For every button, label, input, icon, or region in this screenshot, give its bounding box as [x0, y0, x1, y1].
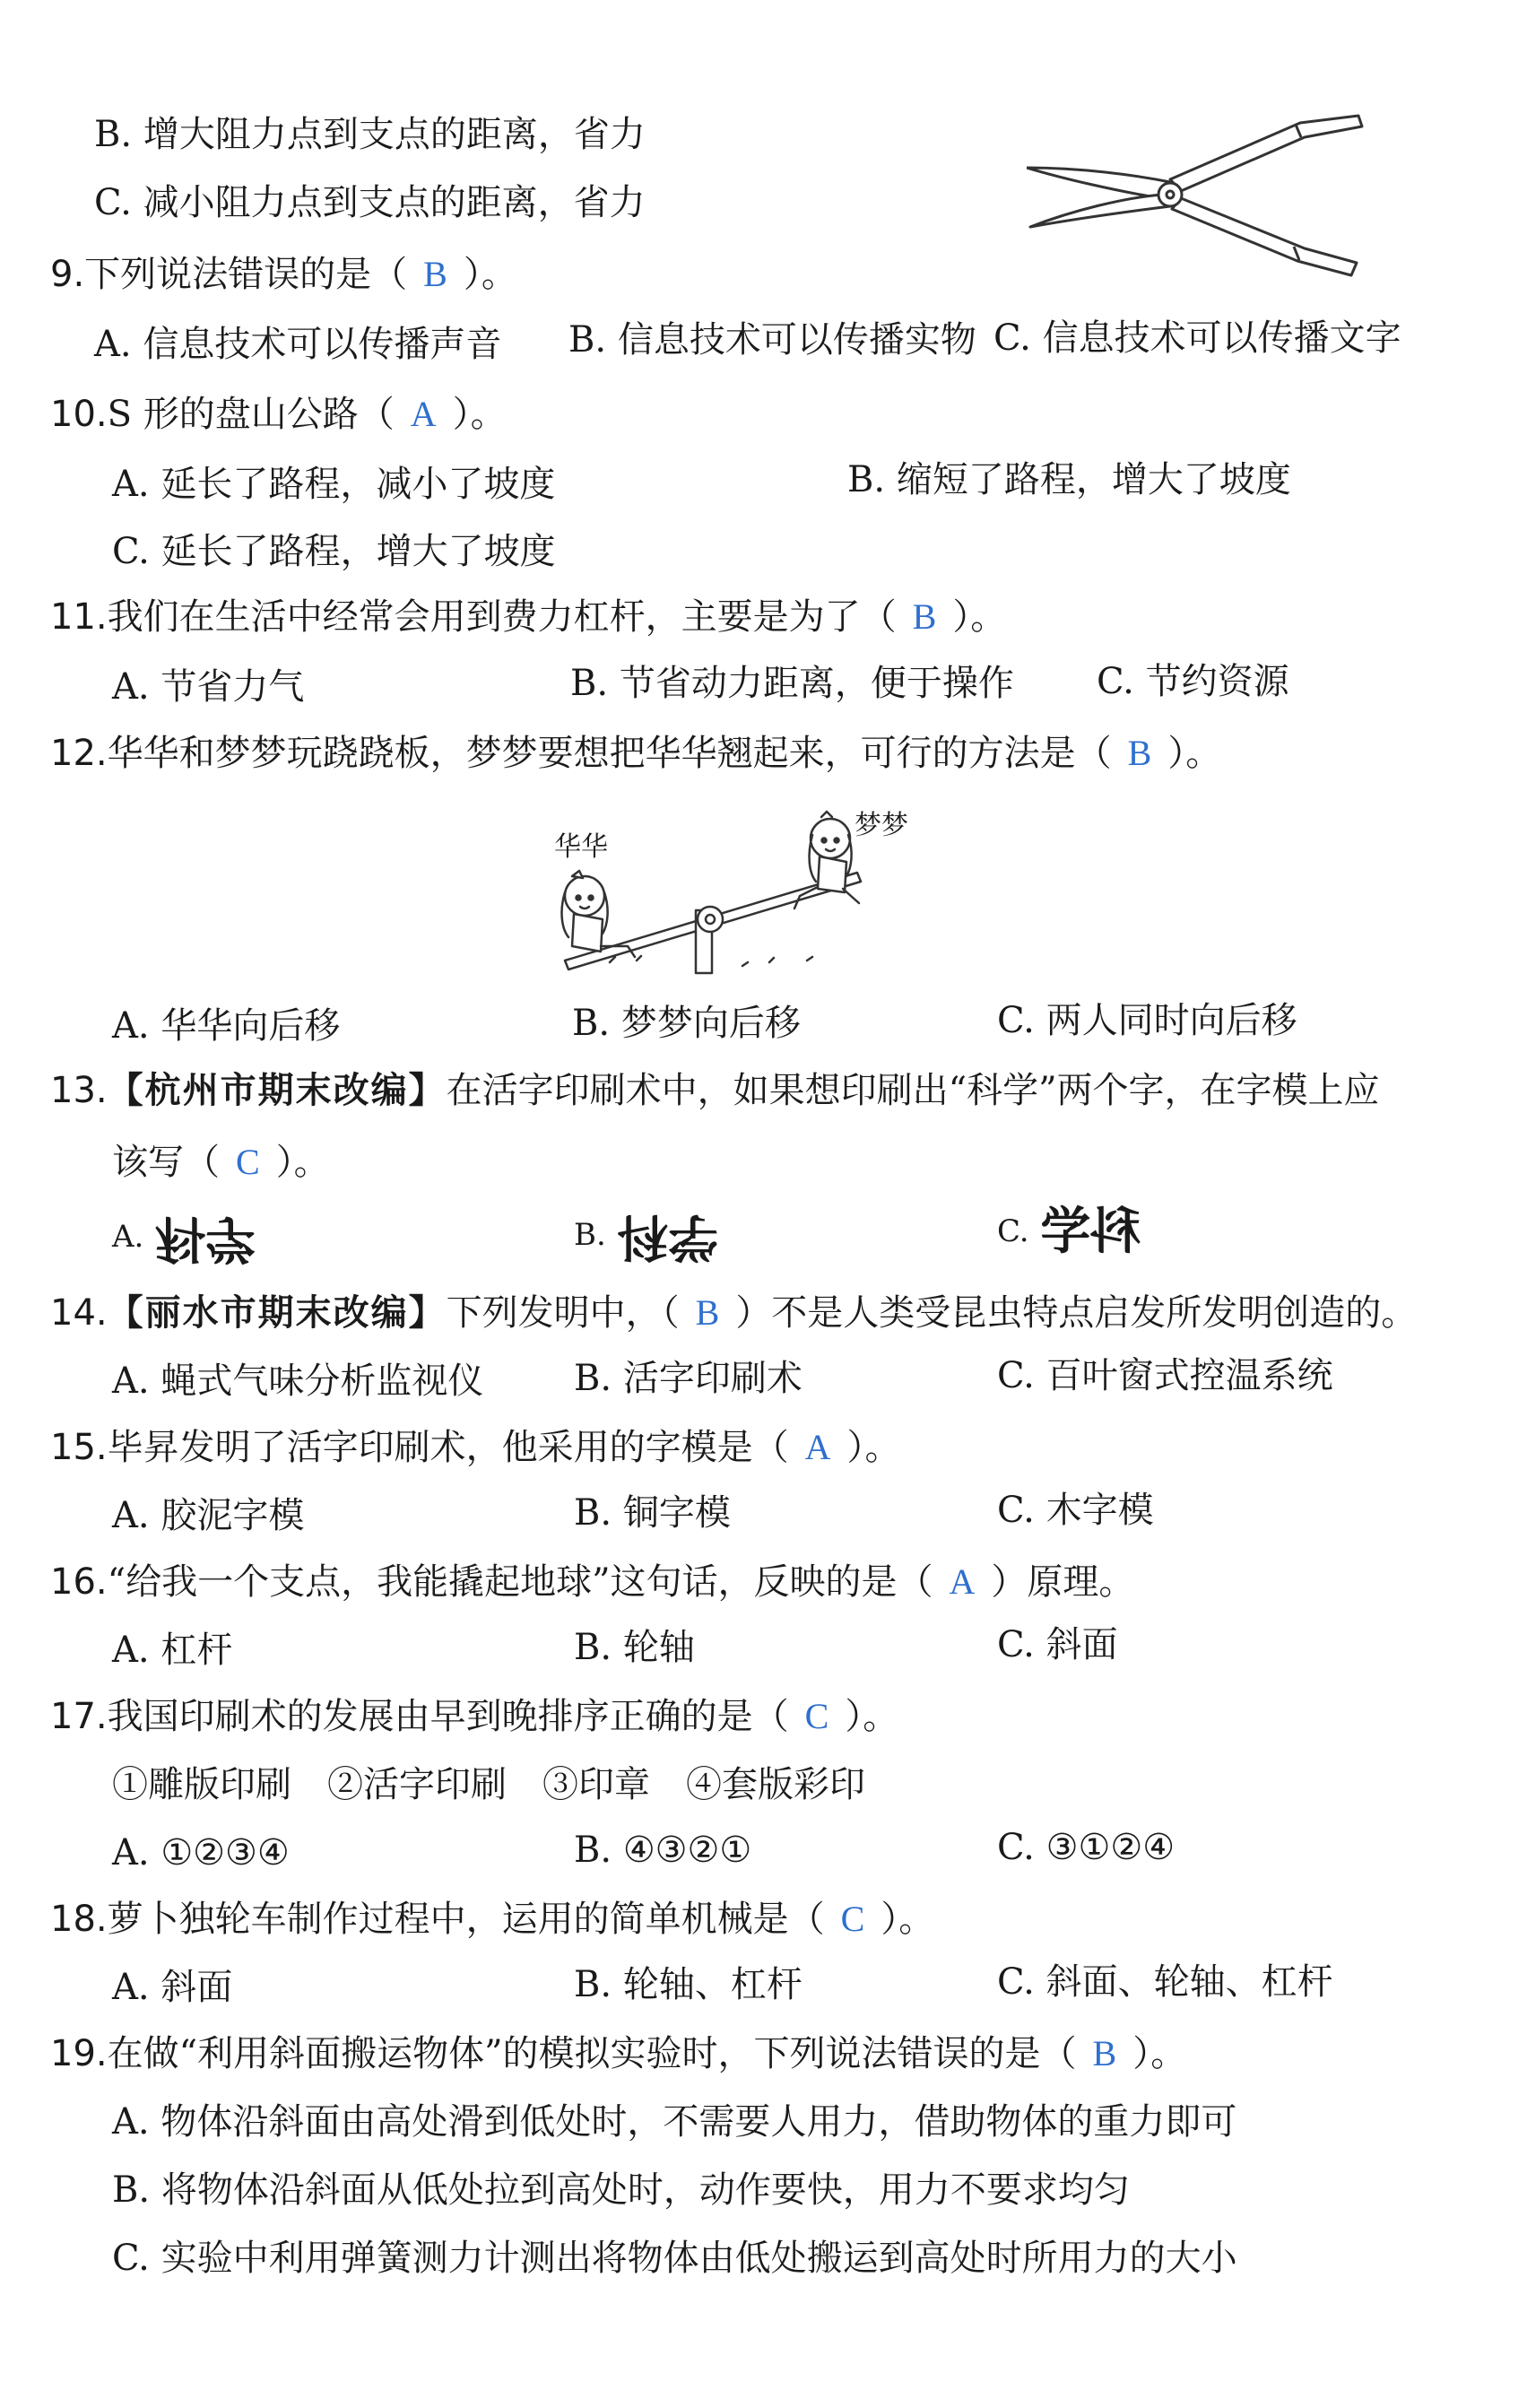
glyph-rotated: 学科 — [617, 1207, 718, 1265]
answer-mark: A — [410, 394, 437, 434]
q19-stem — [50, 2033, 1187, 2074]
question-number: 19. — [50, 2033, 108, 2074]
q19-option-b: B. 将物体沿斜面从低处拉到高处时，动作要快，用力不要求均匀 — [112, 2169, 1130, 2211]
q16-stem — [50, 1561, 1135, 1603]
stem-text: 在活字印刷术中，如果想印刷出“科学”两个字，在字模上应 — [446, 1070, 1380, 1111]
stem-tail: ）。 — [845, 1696, 899, 1737]
source-tag: 【丽水市期末改编】 — [107, 1291, 447, 1334]
stem-text: 在做“利用斜面搬运物体”的模拟实验时，下列说法错误的是（ — [107, 2033, 1077, 2074]
q14-option-c: C. 百叶窗式控温系统 — [997, 1355, 1333, 1396]
stem-tail: ）。 — [463, 254, 517, 295]
source-tag: 【杭州市期末改编】 — [107, 1069, 447, 1111]
stem-tail: ）。 — [881, 1899, 935, 1940]
question-number: 10. — [50, 394, 108, 435]
q11-option-b: B. 节省动力距离，便于操作 — [570, 663, 1014, 704]
answer-mark: A — [949, 1561, 976, 1602]
option-label: A. — [112, 1219, 144, 1255]
answer-mark: B — [1092, 2033, 1117, 2073]
q18-stem — [50, 1899, 935, 1940]
stem-tail: ）。 — [846, 1427, 901, 1468]
stem-tail: ）不是人类受昆虫特点启发所发明创造的。 — [735, 1292, 1418, 1334]
q10-stem — [50, 394, 507, 435]
glyph-upside-down: 学科 — [155, 1209, 256, 1267]
stem-tail: ）原理。 — [991, 1561, 1135, 1603]
q13-option-b — [574, 1207, 718, 1265]
stem-text: 我国印刷术的发展由早到晚排序正确的是（ — [107, 1696, 789, 1737]
answer-mark: B — [423, 254, 447, 294]
q12-option-b: B. 梦梦向后移 — [572, 1003, 801, 1044]
q12-stem — [50, 733, 1222, 774]
q13-option-a — [112, 1209, 256, 1267]
q11-stem — [50, 596, 1007, 638]
q9-stem — [50, 254, 517, 295]
q12-option-a: A. 华华向后移 — [112, 1005, 341, 1047]
question-number: 15. — [50, 1427, 108, 1468]
seesaw-illustration — [538, 803, 879, 982]
stem-text: 该写（ — [112, 1142, 220, 1183]
q8-option-c: C. 减小阻力点到支点的距离，省力 — [94, 182, 646, 223]
answer-mark: C — [840, 1899, 865, 1939]
question-number: 9. — [50, 254, 85, 295]
q15-option-a: A. 胶泥字模 — [112, 1495, 305, 1536]
option-label: C. — [997, 1213, 1029, 1249]
shears-illustration — [1027, 112, 1367, 291]
stem-text: “给我一个支点，我能撬起地球”这句话，反映的是（ — [107, 1561, 933, 1603]
question-number: 16. — [50, 1561, 108, 1603]
q9-option-c: C. 信息技术可以传播文字 — [993, 317, 1401, 359]
q9-option-b: B. 信息技术可以传播实物 — [568, 319, 976, 361]
q14-option-b: B. 活字印刷术 — [574, 1358, 803, 1399]
stem-tail: ）。 — [952, 596, 1007, 638]
q12-option-c: C. 两人同时向后移 — [997, 1000, 1297, 1041]
answer-mark: B — [695, 1292, 720, 1333]
q13-stem — [50, 1069, 1380, 1111]
q19-option-a: A. 物体沿斜面由高处滑到低处时，不需要人用力，借助物体的重力即可 — [112, 2101, 1237, 2143]
stem-tail: ）。 — [275, 1142, 330, 1183]
q17-stem — [50, 1696, 899, 1737]
question-number: 12. — [50, 733, 108, 774]
q15-stem — [50, 1427, 901, 1468]
q13-option-c — [997, 1203, 1141, 1261]
q15-option-b: B. 铜字模 — [574, 1492, 731, 1534]
stem-text: 下列说法错误的是（ — [84, 254, 408, 295]
q16-option-b: B. 轮轴 — [574, 1627, 695, 1668]
q8-option-b: B. 增大阻力点到支点的距离，省力 — [94, 114, 646, 155]
question-number: 17. — [50, 1696, 108, 1737]
q10-option-b: B. 缩短了路程，增大了坡度 — [847, 459, 1291, 500]
stem-text: 我们在生活中经常会用到费力杠杆，主要是为了（ — [107, 596, 897, 638]
q18-option-a: A. 斜面 — [112, 1967, 233, 2008]
q13-stem-line2 — [112, 1142, 330, 1183]
stem-tail: ）。 — [1167, 733, 1222, 774]
q17-option-b: B. ④③②① — [574, 1830, 752, 1871]
q15-option-c: C. 木字模 — [997, 1490, 1154, 1531]
q14-option-a: A. 蝇式气味分析监视仪 — [112, 1360, 484, 1402]
q17-items: ①雕版印刷 ②活字印刷 ③印章 ④套版彩印 — [112, 1764, 865, 1805]
answer-mark: A — [804, 1427, 831, 1467]
q18-option-c: C. 斜面、轮轴、杠杆 — [997, 1961, 1333, 2003]
stem-tail: ）。 — [452, 394, 507, 435]
q9-option-a: A. 信息技术可以传播声音 — [94, 324, 502, 365]
q19-option-c: C. 实验中利用弹簧测力计测出将物体由低处搬运到高处时所用力的大小 — [112, 2238, 1237, 2279]
question-number: 18. — [50, 1899, 108, 1940]
q14-stem — [50, 1291, 1418, 1334]
stem-text: 下列发明中，（ — [446, 1292, 680, 1334]
q17-option-c: C. ③①②④ — [997, 1827, 1176, 1868]
answer-mark: B — [912, 596, 937, 637]
stem-text: 毕昇发明了活字印刷术，他采用的字模是（ — [107, 1427, 789, 1468]
stem-tail: ）。 — [1132, 2033, 1187, 2074]
answer-mark: C — [804, 1696, 829, 1736]
q10-option-c: C. 延长了路程，增大了坡度 — [112, 531, 556, 572]
seesaw-label-mengmeng: 梦梦 — [855, 810, 908, 841]
answer-mark: C — [236, 1142, 260, 1182]
stem-text: S 形的盘山公路（ — [107, 394, 395, 435]
q16-option-a: A. 杠杆 — [112, 1630, 233, 1671]
q10-option-a: A. 延长了路程，减小了坡度 — [112, 464, 556, 505]
q18-option-b: B. 轮轴、杠杆 — [574, 1964, 803, 2005]
q17-option-a: A. ①②③④ — [112, 1832, 290, 1873]
glyph-mirrored: 学科 — [1040, 1203, 1141, 1261]
question-number: 14. — [50, 1292, 108, 1334]
q11-option-a: A. 节省力气 — [112, 666, 305, 708]
seesaw-label-huahua: 华华 — [554, 831, 608, 863]
stem-text: 萝卜独轮车制作过程中，运用的简单机械是（ — [107, 1899, 825, 1940]
question-number: 13. — [50, 1070, 108, 1111]
q16-option-c: C. 斜面 — [997, 1624, 1118, 1665]
answer-mark: B — [1127, 733, 1152, 773]
q11-option-c: C. 节约资源 — [1097, 661, 1289, 702]
stem-text: 华华和梦梦玩跷跷板，梦梦要想把华华翘起来，可行的方法是（ — [107, 733, 1112, 774]
question-number: 11. — [50, 596, 108, 638]
option-label: B. — [574, 1217, 606, 1253]
